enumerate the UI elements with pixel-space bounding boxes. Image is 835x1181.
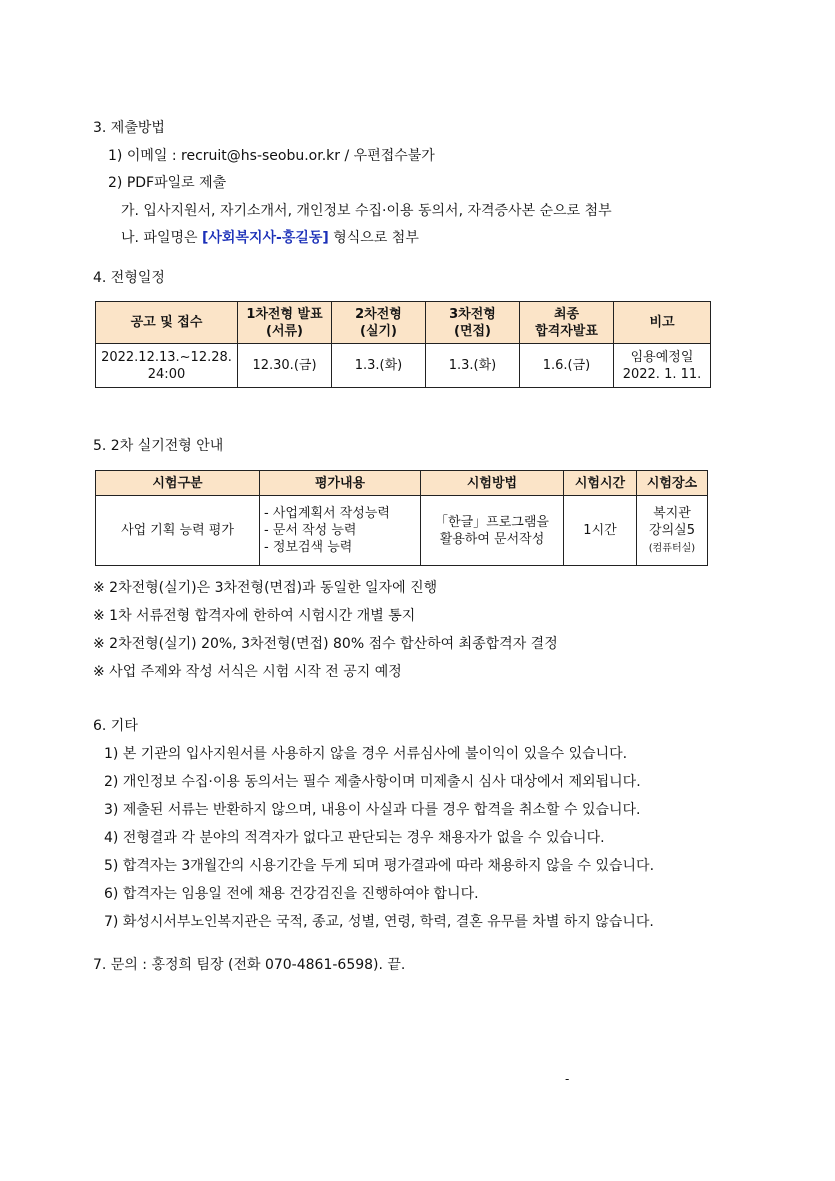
exam-header-cell: 시험방법 xyxy=(421,471,564,496)
filename-highlight: [사회복지사-홍길동] xyxy=(201,230,329,246)
etc-item: 3) 제출된 서류는 반환하지 않으며, 내용이 사실과 다를 경우 합격을 취소할 수 있습니다. xyxy=(104,802,641,818)
attachment-order-line: 가. 입사지원서, 자기소개서, 개인정보 수집·이용 동의서, 자격증사본 순으로 첨부 xyxy=(121,203,612,219)
section4-heading: 4. 전형일정 xyxy=(93,270,165,286)
schedule-header-cell: 3차전형 (면접) xyxy=(426,302,520,344)
schedule-header-cell: 1차전형 발표 (서류) xyxy=(238,302,332,344)
filename-line xyxy=(121,228,419,248)
etc-item: 4) 전형결과 각 분야의 적격자가 없다고 판단되는 경우 채용자가 없을 수 있습니다. xyxy=(104,830,605,846)
exam-method-cell: 「한글」프로그램을 활용하여 문서작성 xyxy=(421,496,564,566)
exam-place-cell: 복지관 강의실5 (컴퓨터실) xyxy=(637,496,708,566)
etc-item: 2) 개인정보 수집·이용 동의서는 필수 제출사항이며 미제출시 심사 대상에서 제외됩니다. xyxy=(104,774,641,790)
contact-line: 7. 문의 : 홍정희 팀장 (전화 070-4861-6598). 끝. xyxy=(93,957,406,973)
filename-suffix: 형식으로 첨부 xyxy=(328,230,419,246)
schedule-cell: 1.3.(화) xyxy=(426,344,520,388)
section5-heading: 5. 2차 실기전형 안내 xyxy=(93,438,224,454)
exam-header-row xyxy=(96,471,708,496)
filename-prefix: 나. 파일명은 xyxy=(121,230,202,246)
etc-item: 6) 합격자는 임용일 전에 채용 건강검진을 진행하여야 합니다. xyxy=(104,886,479,902)
schedule-header-cell: 2차전형 (실기) xyxy=(332,302,426,344)
section3-heading: 3. 제출방법 xyxy=(93,120,165,136)
schedule-header-cell: 최종 합격자발표 xyxy=(520,302,614,344)
schedule-row xyxy=(96,344,711,388)
schedule-header-cell: 공고 및 접수 xyxy=(96,302,238,344)
exam-note: ※ 1차 서류전형 합격자에 한하여 시험시간 개별 통지 xyxy=(93,608,416,624)
exam-note: ※ 2차전형(실기) 20%, 3차전형(면접) 80% 점수 합산하여 최종합격자 결정 xyxy=(93,636,558,652)
schedule-cell: 12.30.(금) xyxy=(238,344,332,388)
exam-category-cell: 사업 기획 능력 평가 xyxy=(96,496,260,566)
email-prefix: 1) 이메일 : xyxy=(108,148,182,164)
email-address: recruit@hs-seobu.or.kr xyxy=(181,148,341,164)
exam-note: ※ 2차전형(실기)은 3차전형(면접)과 동일한 일자에 진행 xyxy=(93,580,438,596)
schedule-table xyxy=(95,301,711,388)
schedule-header-cell: 비고 xyxy=(614,302,711,344)
exam-header-cell: 시험장소 xyxy=(637,471,708,496)
etc-item: 1) 본 기관의 입사지원서를 사용하지 않을 경우 서류심사에 불이익이 있을수 있습니다. xyxy=(104,746,628,762)
etc-item: 7) 화성시서부노인복지관은 국적, 종교, 성별, 연령, 학력, 결혼 유무를 차별 하지 않습니다. xyxy=(104,914,654,930)
pdf-line: 2) PDF파일로 제출 xyxy=(108,175,227,191)
exam-note: ※ 사업 주제와 작성 서식은 시험 시작 전 공지 예정 xyxy=(93,664,402,680)
schedule-cell: 2022.12.13.~12.28. 24:00 xyxy=(96,344,238,388)
exam-header-cell: 시험구분 xyxy=(96,471,260,496)
email-suffix: / 우편접수불가 xyxy=(340,148,435,164)
schedule-cell: 임용예정일 2022. 1. 11. xyxy=(614,344,711,388)
exam-header-cell: 시험시간 xyxy=(564,471,637,496)
exam-time-cell: 1시간 xyxy=(564,496,637,566)
exam-contents-cell: - 사업계획서 작성능력 - 문서 작성 능력 - 정보검색 능력 xyxy=(260,496,421,566)
schedule-header-row xyxy=(96,302,711,344)
exam-row xyxy=(96,496,708,566)
etc-item: 5) 합격자는 3개월간의 시용기간을 두게 되며 평가결과에 따라 채용하지 않을 수 있습니다. xyxy=(104,858,655,874)
section6-heading: 6. 기타 xyxy=(93,718,138,734)
exam-header-cell: 평가내용 xyxy=(260,471,421,496)
schedule-cell: 1.3.(화) xyxy=(332,344,426,388)
schedule-cell: 1.6.(금) xyxy=(520,344,614,388)
email-line xyxy=(108,146,435,166)
footer-mark: - xyxy=(565,1072,570,1086)
exam-table xyxy=(95,470,708,566)
